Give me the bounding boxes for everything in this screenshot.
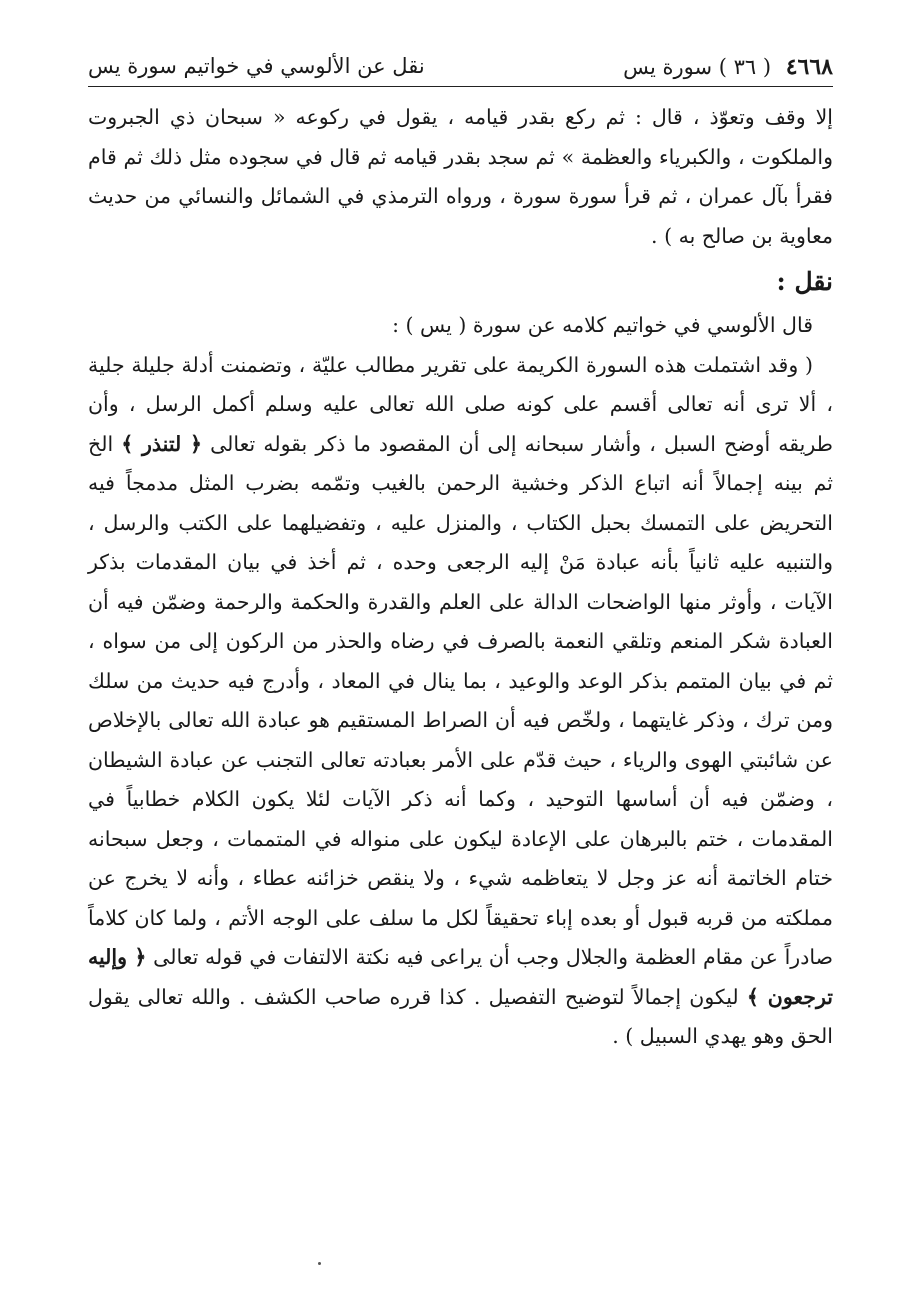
quote-part-1: ( وقد اشتملت هذه السورة الكريمة على تقرير مطالب عليّة ، وتضمنت أدلة جليلة جلية ، ألا ترى أنه تعالى أقسم على كونه صلى الله تعالى عليه وسلم أكمل الرسل ، وأن طريقه أوضح السبل ، وأشار سبحانه إلى أن المقصود ما ذكر بقوله تعالى xyxy=(88,352,833,456)
surah-label: ( ٣٦ ) سورة يس xyxy=(623,55,772,79)
header-page-info xyxy=(623,54,833,80)
header-topic: نقل عن الألوسي في خواتيم سورة يس xyxy=(88,54,425,78)
main-text xyxy=(88,98,833,1057)
intro-paragraph: إلا وقف وتعوّذ ، قال : ثم ركع بقدر قيامه ، يقول في ركوعه « سبحان ذي الجبروت والملكوت ، والكبرياء والعظمة » ثم سجد بقدر قيامه ثم قال في سجوده مثل ذلك ثم قام فقرأ بآل عمران ، ثم قرأ سورة سورة ، ورواه الترمذي في الشمائل والنسائي من حديث معاوية بن صالح به ) . xyxy=(88,105,833,248)
quran-verse-1: ﴿ لتنذر ﴾ xyxy=(121,431,202,456)
page-number: ٤٦٦٨ xyxy=(785,54,833,80)
quote-part-2: الخ ثم بينه إجمالاً أنه اتباع الذكر وخشية الرحمن بالغيب وتمّمه بضرب المثل مدمجاً فيه التحريض على التمسك بحبل الكتاب ، والمنزل عليه ، وتفضيلهما على الكتب والرسل ، والتنبيه عليه ثانياً بأنه عبادة مَنْ إليه الرجعى وحده ، ثم أخذ في بيان المقدمات بذكر الآيات ، وأوثر منها الواضحات الدالة على العلم والقدرة والحكمة والرحمة وضمّن فيه أن العبادة شكر المنعم وتلقي النعمة بالصرف في رضاه والحذر من الركون إلى من سواه ، ثم في بيان المتمم بذكر الوعد والوعيد ، بما ينال في المعاد ، وأدرج فيه حديث من سلك ومن ترك ، وذكر غايتهما ، ولخّص فيه أن الصراط المستقيم هو عبادة الله تعالى بالإخلاص عن شائبتي الهوى والرياء ، حيث قدّم على الأمر بعبادته تعالى التجنب عن عبادة الشيطان ، وضمّن فيه أن أساسها التوحيد ، وكما أنه ذكر الآيات لئلا يكون الكلام خطابياً في المقدمات ، ختم بالبرهان على الإعادة ليكون على منواله في المتممات ، وجعل سبحانه ختام الخاتمة أنه عز وجل لا يتعاظمه شيء ، ولا ينقص خزائنه عطاء ، وأنه لا يخرج عن مملكته من قربه قبول أو بعده إباء تحقيقاً لكل ما سلف على الوجه الأتم ، ولما كان كلاماً صادراً عن مقام العظمة والجلال وجب أن يراعى فيه نكتة الالتفات في قوله تعالى xyxy=(88,431,833,969)
section-title: نقل : xyxy=(776,267,833,296)
alusi-intro: قال الألوسي في خواتيم كلامه عن سورة ( يس ) : xyxy=(392,313,813,337)
running-header xyxy=(88,52,833,87)
quran-verse-2: ﴿ وإليه ترجعون ﴾ xyxy=(88,945,833,1009)
scan-dot xyxy=(318,1262,321,1265)
quote-part-3: ليكون إجمالاً لتوضيح التفصيل . كذا قرره صاحب الكشف . والله تعالى يقول الحق وهو يهدي السبيل ) . xyxy=(88,984,833,1048)
alusi-quote xyxy=(88,346,833,1057)
